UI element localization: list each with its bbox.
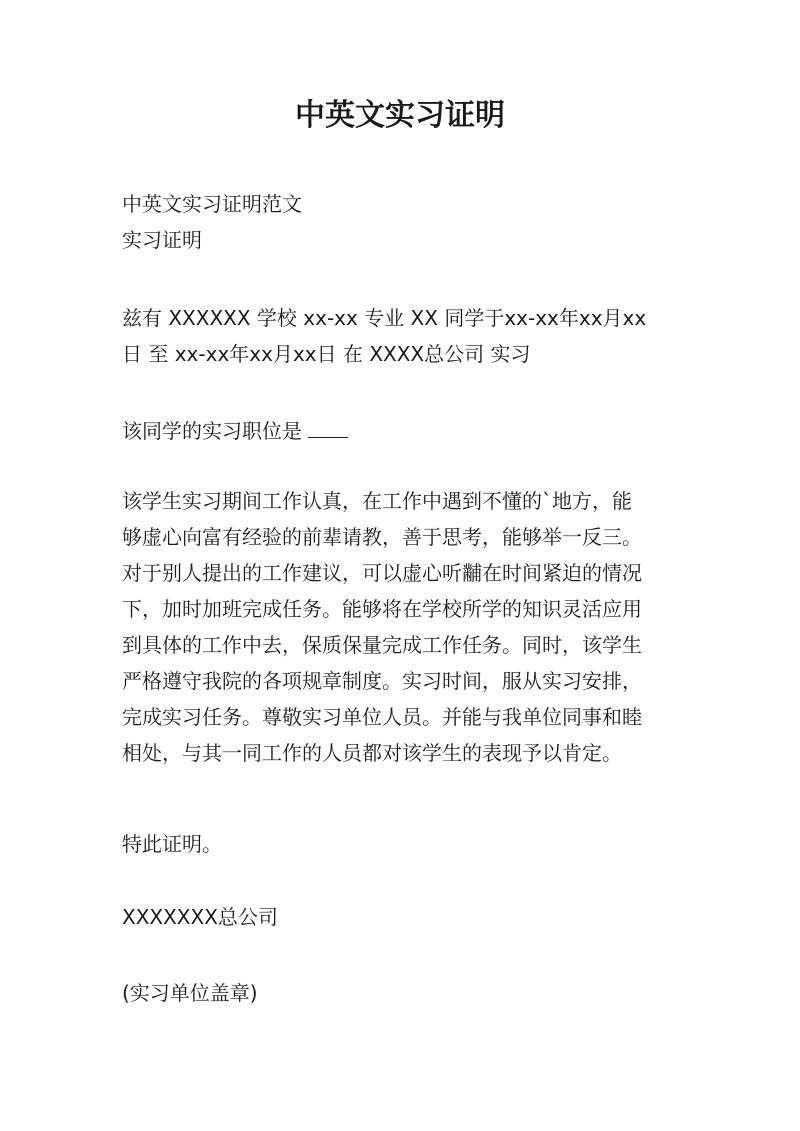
subtitle-line: 中英文实习证明范文 xyxy=(122,192,302,216)
evaluation-line: 相处，与其一同工作的人员都对该学生的表现予以肯定。 xyxy=(122,741,622,765)
position-line xyxy=(122,413,692,449)
evaluation-paragraph xyxy=(122,483,692,771)
document-title: 中英文实习证明 xyxy=(295,98,505,133)
company-line: XXXXXXX总公司 xyxy=(122,905,278,929)
company-name xyxy=(122,899,692,935)
closing-line: 特此证明。 xyxy=(122,832,222,856)
evaluation-line: 该学生实习期间工作认真，在工作中遇到不懂的`地方，能 xyxy=(122,489,632,513)
evaluation-line: 够虚心向富有经验的前辈请教，善于思考，能够举一反三。 xyxy=(122,525,642,549)
seal-note xyxy=(122,975,692,1011)
closing-text xyxy=(122,826,692,862)
intro-paragraph xyxy=(122,300,692,372)
position-blank xyxy=(308,415,348,438)
intro-line: 日 至 xx-xx年xx月xx日 在 XXXX总公司 实习 xyxy=(122,342,531,366)
seal-note-line: (实习单位盖章) xyxy=(122,981,258,1005)
intro-line: 兹有 XXXXXX 学校 xx-xx 专业 XX 同学于xx-xx年xx月xx xyxy=(122,306,647,330)
position-row xyxy=(122,413,692,449)
position-label: 该同学的实习职位是 xyxy=(122,419,302,443)
evaluation-line: 严格遵守我院的各项规章制度。实习时间，服从实习安排， xyxy=(122,669,642,693)
evaluation-line: 到具体的工作中去，保质保量完成工作任务。同时，该学生 xyxy=(122,633,642,657)
evaluation-line: 下，加时加班完成任务。能够将在学校所学的知识灵活应用 xyxy=(122,597,642,621)
evaluation-line: 对于别人提出的工作建议，可以虚心听黼在时间紧迫的情况 xyxy=(122,561,642,585)
subtitle-line: 实习证明 xyxy=(122,228,202,252)
subtitle-block xyxy=(122,186,692,258)
evaluation-line: 完成实习任务。尊敬实习单位人员。并能与我单位同事和睦 xyxy=(122,705,642,729)
